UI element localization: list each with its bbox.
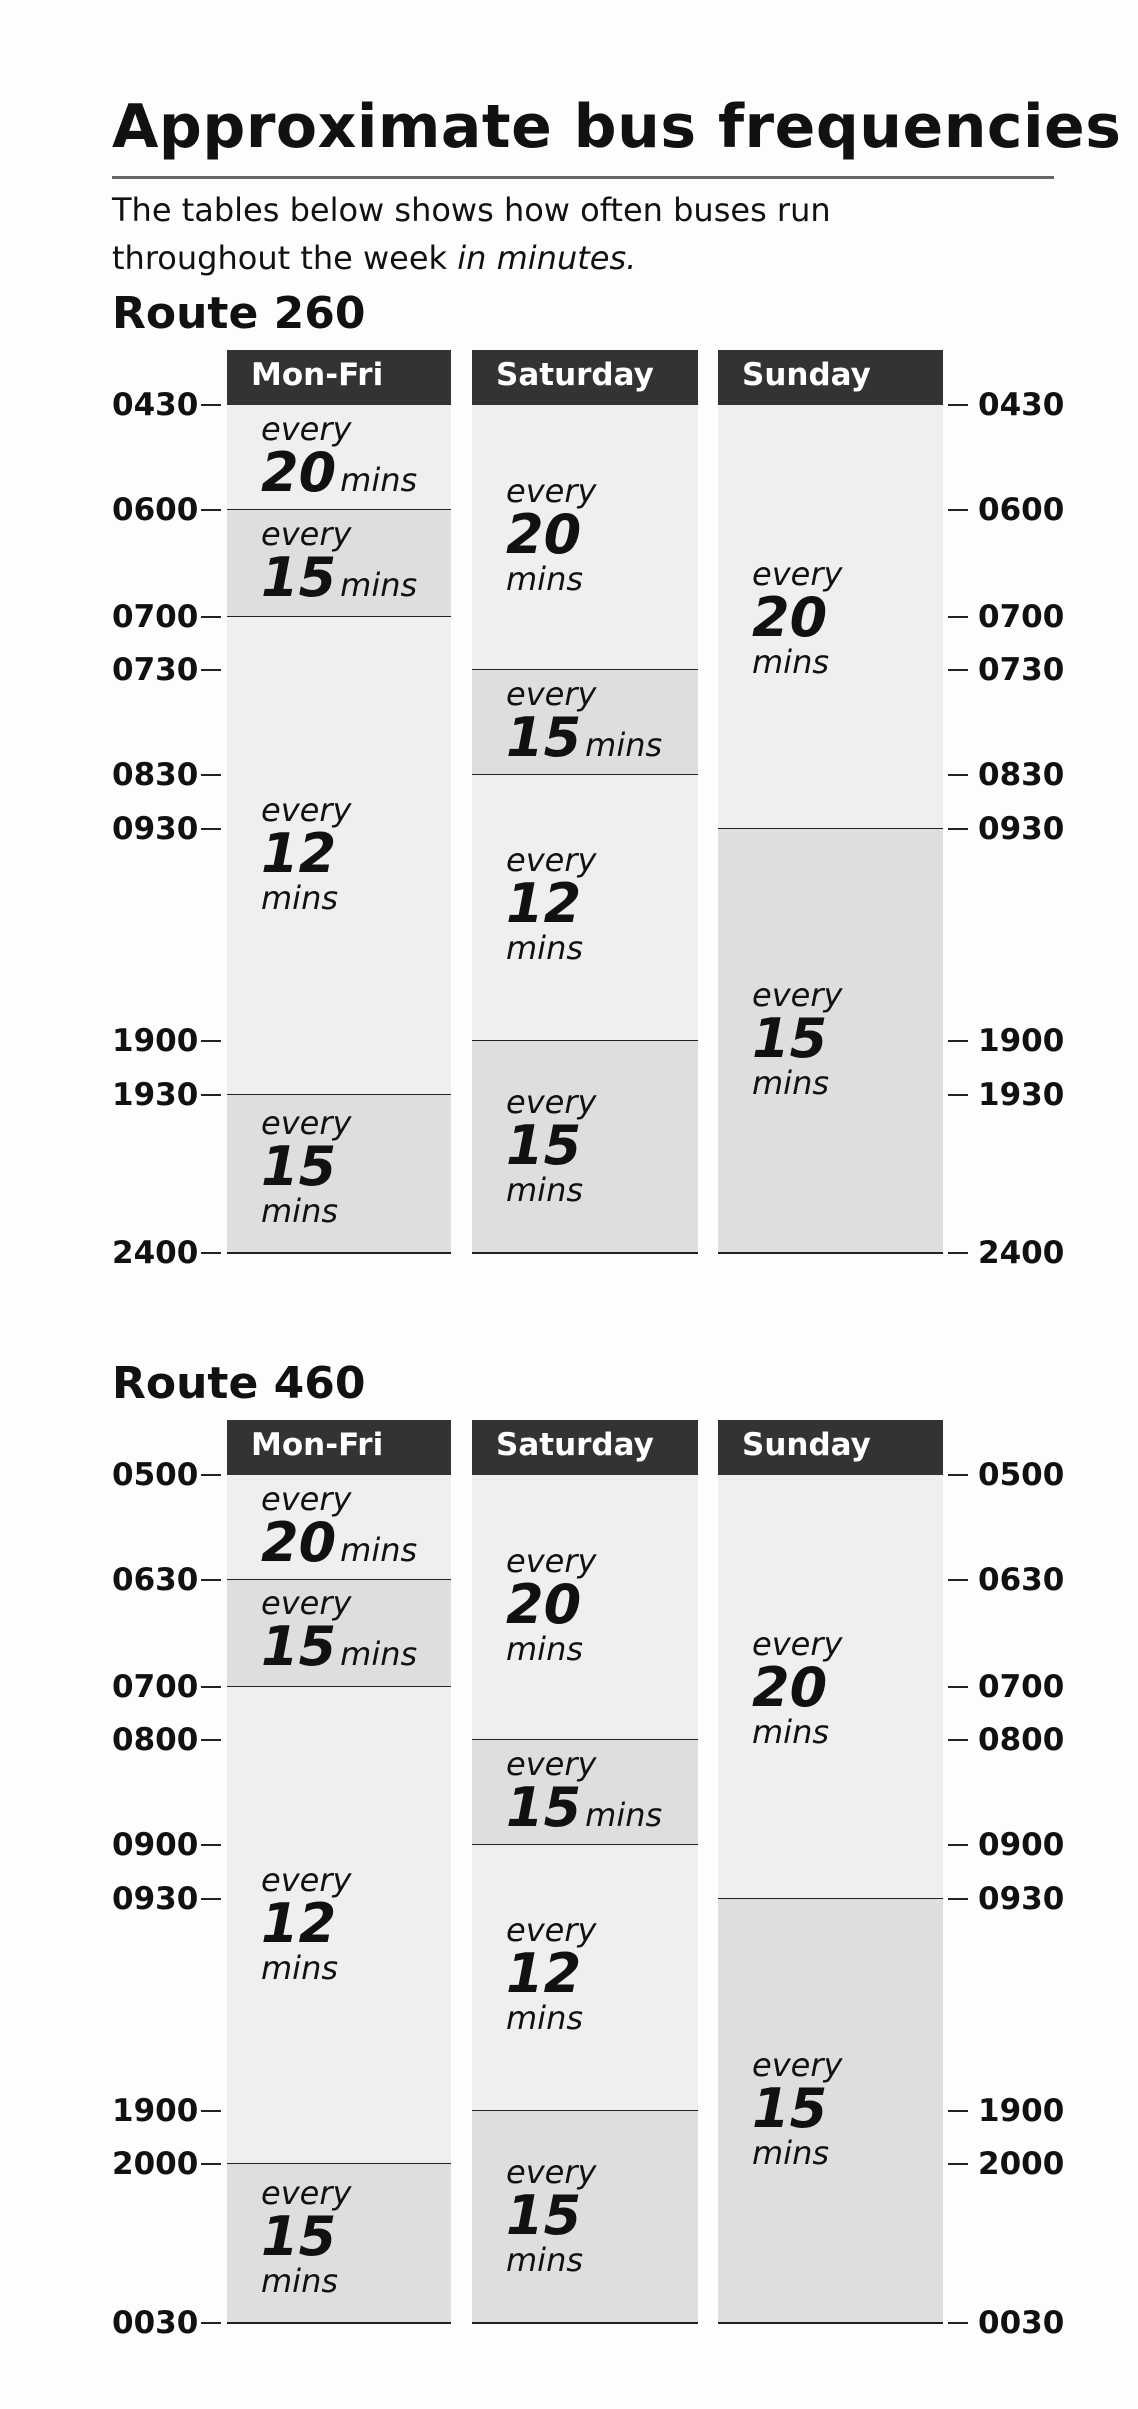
frequency-label: [261, 410, 418, 504]
route-title: Route 260: [112, 288, 366, 339]
time-tick-left: [201, 616, 221, 618]
time-tick-right: [948, 1252, 968, 1254]
every-label: every: [506, 2153, 597, 2191]
frequency-value: 15: [752, 1007, 828, 1070]
time-tick-left: [201, 509, 221, 511]
time-label-right: 0700: [978, 599, 1065, 635]
frequency-value: 15: [261, 546, 337, 609]
time-tick-right: [948, 404, 968, 406]
every-label: every: [506, 1542, 597, 1580]
mins-label: mins: [585, 726, 663, 764]
frequency-label: [752, 977, 842, 1101]
frequency-value: 15: [506, 706, 582, 769]
time-label-right: 0700: [978, 1669, 1065, 1705]
time-tick-right: [948, 1844, 968, 1846]
time-tick-right: [948, 616, 968, 618]
time-tick-right: [948, 1898, 968, 1900]
mins-label: mins: [506, 560, 584, 598]
frequency-label: [506, 2154, 596, 2278]
frequency-value: 12: [506, 1942, 582, 2005]
time-tick-right: [948, 1739, 968, 1741]
time-label-right: 0830: [978, 757, 1065, 793]
time-tick-left: [201, 1040, 221, 1042]
frequency-label: [506, 1745, 663, 1839]
frequency-label: [261, 1862, 351, 1986]
column-header-mon-fri: Mon-Fri: [227, 350, 451, 406]
frequency-value: 15: [752, 2077, 828, 2140]
time-tick-right: [948, 774, 968, 776]
every-label: every: [752, 976, 843, 1014]
time-label-left: 1900: [112, 2093, 199, 2129]
frequency-label: [506, 1912, 596, 2036]
frequency-label: [506, 675, 663, 769]
time-label-left: 0900: [112, 1827, 199, 1863]
every-label: every: [506, 841, 597, 879]
mins-label: mins: [340, 1531, 418, 1569]
frequency-label: [752, 2047, 842, 2171]
frequency-value: 12: [506, 872, 582, 935]
frequency-label: [506, 1543, 596, 1667]
time-label-left: 0500: [112, 1457, 199, 1493]
frequency-label: [752, 1626, 842, 1750]
frequency-label: [506, 473, 596, 597]
frequency-label: [506, 1084, 596, 1208]
intro-text: [112, 186, 1012, 282]
segment-boundary: [227, 2322, 451, 2324]
mins-label: mins: [506, 2241, 584, 2279]
time-tick-left: [201, 1739, 221, 1741]
time-label-right: 1930: [978, 1077, 1065, 1113]
time-label-left: 0430: [112, 387, 199, 423]
every-label: every: [752, 2046, 843, 2084]
segment-boundary: [472, 2322, 698, 2324]
frequency-value: 15: [261, 1615, 337, 1678]
time-tick-right: [948, 1686, 968, 1688]
frequency-value: 15: [261, 1135, 337, 1198]
time-label-right: 0900: [978, 1827, 1065, 1863]
time-label-left: 0930: [112, 811, 199, 847]
segment-boundary: [472, 1252, 698, 1254]
mins-label: mins: [506, 1171, 584, 1209]
mins-label: mins: [340, 1635, 418, 1673]
segment-boundary: [227, 1252, 451, 1254]
time-label-right: 0600: [978, 492, 1065, 528]
every-label: every: [506, 1745, 597, 1783]
time-label-left: 2400: [112, 1235, 199, 1271]
frequency-value: 15: [506, 2184, 582, 2247]
every-label: every: [506, 675, 597, 713]
time-label-left: 0630: [112, 1562, 199, 1598]
every-label: every: [261, 1104, 352, 1142]
every-label: every: [506, 1911, 597, 1949]
frequency-label: [261, 515, 418, 609]
column-header-sunday: Sunday: [718, 1420, 943, 1476]
mins-label: mins: [585, 1796, 663, 1834]
frequency-value: 20: [506, 1573, 582, 1636]
time-label-left: 0730: [112, 652, 199, 688]
time-tick-right: [948, 1579, 968, 1581]
frequency-value: 20: [261, 1511, 337, 1574]
every-label: every: [261, 1584, 352, 1622]
every-label: every: [506, 472, 597, 510]
time-tick-left: [201, 1686, 221, 1688]
time-tick-left: [201, 1579, 221, 1581]
intro-line-2: throughout the week: [112, 239, 458, 277]
time-tick-left: [201, 828, 221, 830]
time-label-left: 0700: [112, 599, 199, 635]
time-label-right: 2000: [978, 2146, 1065, 2182]
time-label-left: 0030: [112, 2305, 199, 2341]
time-label-right: 2400: [978, 1235, 1065, 1271]
time-tick-left: [201, 1474, 221, 1476]
time-label-right: 0930: [978, 1881, 1065, 1917]
every-label: every: [752, 1625, 843, 1663]
time-tick-left: [201, 2163, 221, 2165]
time-label-left: 0830: [112, 757, 199, 793]
mins-label: mins: [752, 2134, 830, 2172]
frequency-value: 20: [752, 1656, 828, 1719]
every-label: every: [752, 555, 843, 593]
frequency-value: 20: [506, 503, 582, 566]
time-tick-left: [201, 2322, 221, 2324]
time-tick-left: [201, 2110, 221, 2112]
time-label-right: 0930: [978, 811, 1065, 847]
frequency-label: [261, 1105, 351, 1229]
frequency-label: [261, 2175, 351, 2299]
time-label-right: 0430: [978, 387, 1065, 423]
route-title: Route 460: [112, 1358, 366, 1409]
time-label-left: 0800: [112, 1722, 199, 1758]
time-tick-left: [201, 774, 221, 776]
time-label-right: 0500: [978, 1457, 1065, 1493]
mins-label: mins: [261, 2262, 339, 2300]
frequency-label: [506, 842, 596, 966]
mins-label: mins: [261, 1949, 339, 1987]
time-label-left: 0700: [112, 1669, 199, 1705]
frequency-value: 15: [506, 1776, 582, 1839]
time-tick-right: [948, 509, 968, 511]
every-label: every: [261, 2174, 352, 2212]
mins-label: mins: [340, 566, 418, 604]
time-tick-left: [201, 1094, 221, 1096]
intro-line-1: The tables below shows how often buses run: [112, 191, 831, 229]
time-label-right: 0030: [978, 2305, 1065, 2341]
time-label-right: 0630: [978, 1562, 1065, 1598]
time-label-left: 0930: [112, 1881, 199, 1917]
mins-label: mins: [506, 929, 584, 967]
time-label-left: 1900: [112, 1023, 199, 1059]
mins-label: mins: [752, 643, 830, 681]
frequency-label: [261, 1480, 418, 1574]
frequency-label: [261, 792, 351, 916]
frequency-value: 12: [261, 822, 337, 885]
mins-label: mins: [752, 1064, 830, 1102]
time-label-left: 2000: [112, 2146, 199, 2182]
column-header-sunday: Sunday: [718, 350, 943, 406]
time-tick-right: [948, 1094, 968, 1096]
title-divider: [112, 176, 1054, 179]
mins-label: mins: [752, 1713, 830, 1751]
every-label: every: [261, 1861, 352, 1899]
time-tick-left: [201, 1898, 221, 1900]
time-label-right: 1900: [978, 2093, 1065, 2129]
time-tick-left: [201, 404, 221, 406]
time-tick-right: [948, 2163, 968, 2165]
frequency-value: 15: [261, 2205, 337, 2268]
mins-label: mins: [506, 1630, 584, 1668]
page-title: Approximate bus frequencies: [112, 92, 1122, 162]
frequency-value: 12: [261, 1892, 337, 1955]
every-label: every: [261, 791, 352, 829]
time-tick-right: [948, 669, 968, 671]
mins-label: mins: [261, 1192, 339, 1230]
time-label-left: 0600: [112, 492, 199, 528]
every-label: every: [506, 1083, 597, 1121]
every-label: every: [261, 1480, 352, 1518]
segment-boundary: [718, 1252, 943, 1254]
column-header-saturday: Saturday: [472, 350, 698, 406]
time-label-right: 0730: [978, 652, 1065, 688]
time-tick-right: [948, 2110, 968, 2112]
intro-emphasis: in minutes.: [457, 239, 637, 277]
frequency-value: 20: [752, 586, 828, 649]
time-tick-right: [948, 1040, 968, 1042]
frequency-value: 20: [261, 441, 337, 504]
mins-label: mins: [261, 879, 339, 917]
mins-label: mins: [340, 461, 418, 499]
frequency-value: 15: [506, 1114, 582, 1177]
segment-boundary: [718, 2322, 943, 2324]
every-label: every: [261, 515, 352, 553]
frequency-label: [752, 556, 842, 680]
every-label: every: [261, 410, 352, 448]
time-tick-right: [948, 1474, 968, 1476]
time-label-right: 1900: [978, 1023, 1065, 1059]
mins-label: mins: [506, 1999, 584, 2037]
time-tick-right: [948, 2322, 968, 2324]
frequency-label: [261, 1584, 418, 1678]
time-tick-left: [201, 1844, 221, 1846]
time-label-right: 0800: [978, 1722, 1065, 1758]
time-tick-left: [201, 669, 221, 671]
column-header-saturday: Saturday: [472, 1420, 698, 1476]
column-header-mon-fri: Mon-Fri: [227, 1420, 451, 1476]
time-tick-right: [948, 828, 968, 830]
time-tick-left: [201, 1252, 221, 1254]
time-label-left: 1930: [112, 1077, 199, 1113]
